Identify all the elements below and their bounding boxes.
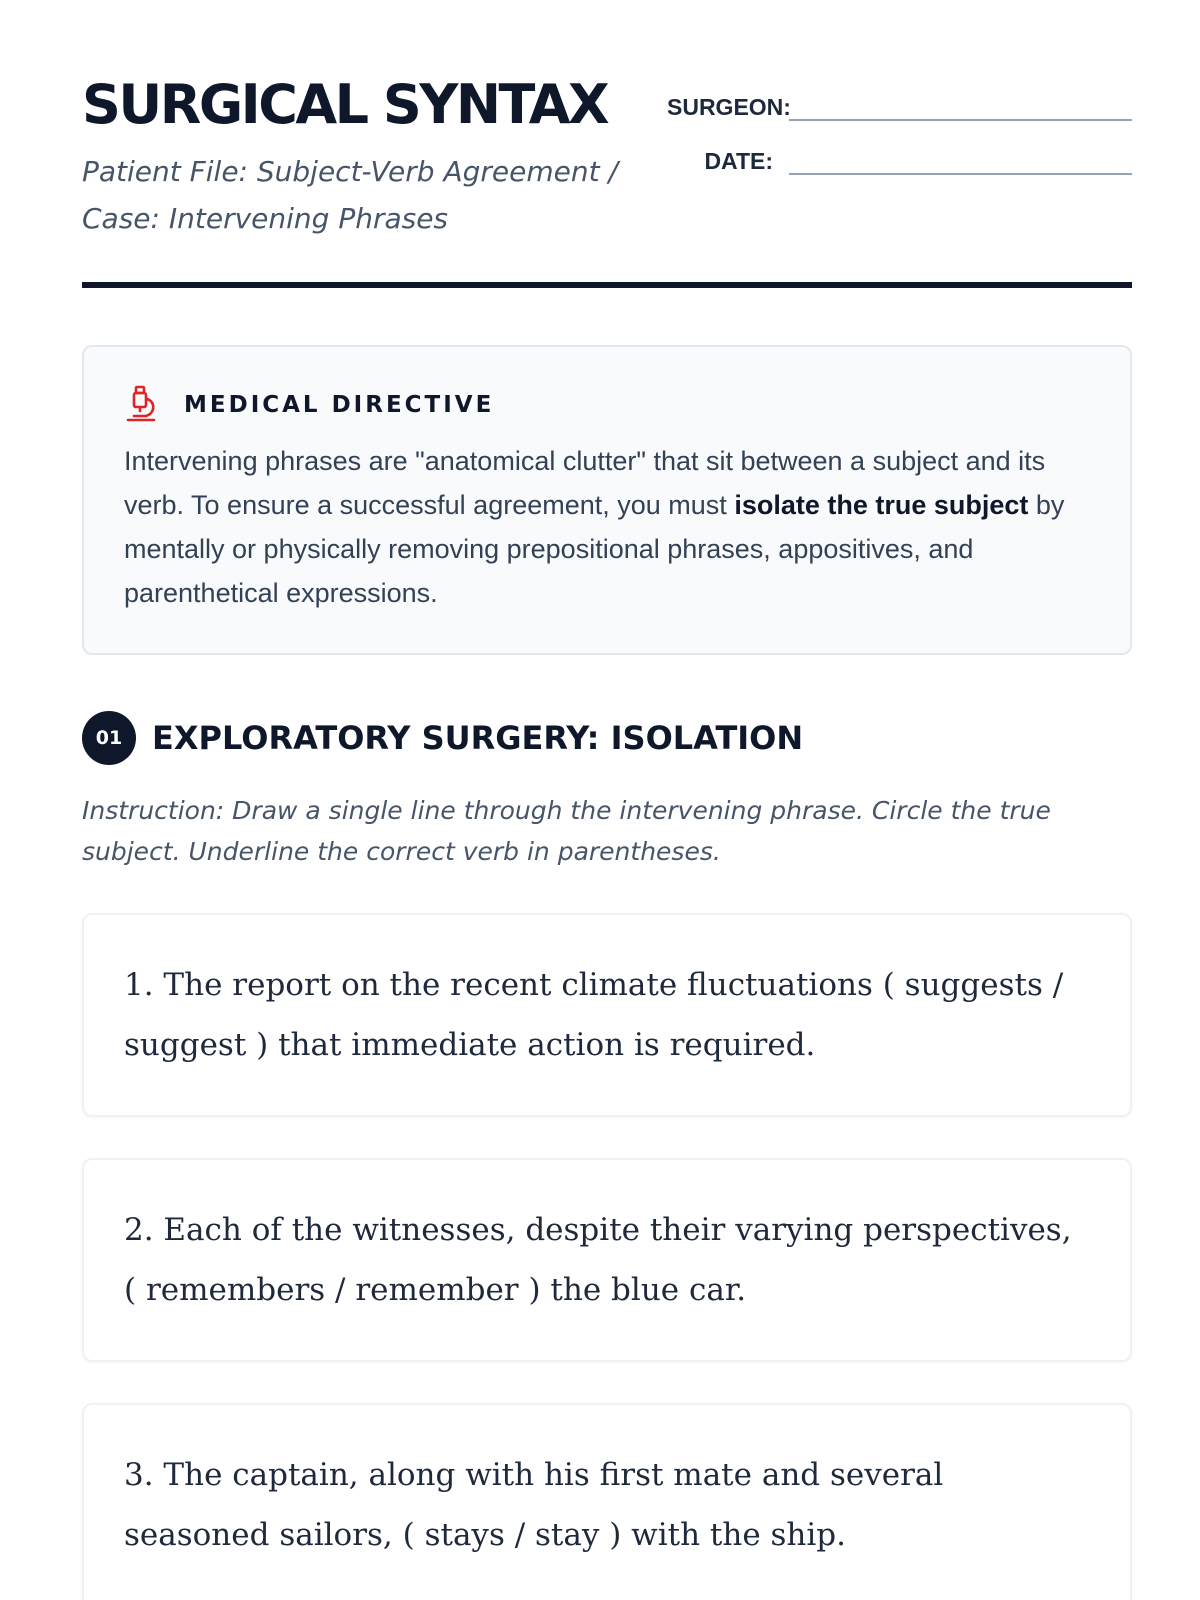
section-instruction: Instruction: Draw a single line through the intervening phrase. Circle the true subject. Underline the correct verb in parentheses. [82, 796, 1051, 866]
section-title: EXPLORATORY SURGERY: ISOLATION [152, 719, 804, 757]
exercise-card[interactable] [82, 1158, 1132, 1362]
header-divider [82, 282, 1132, 288]
page-subtitle: Patient File: Subject-Verb Agreement / Case: Intervening Phrases [82, 155, 618, 235]
exercise-sentence: 1. The report on the recent climate fluctuations ( suggests / suggest ) that immediate action is required. [124, 967, 1064, 1063]
section-heading [82, 710, 803, 766]
exercise-sentence: 2. Each of the witnesses, despite their varying perspectives, ( remembers / remember ) the blue car. [124, 1212, 1072, 1308]
section-number-badge: 01 [82, 711, 136, 765]
surgeon-field[interactable] [789, 97, 1132, 121]
directive-body [124, 439, 1090, 615]
exercise-sentence: 3. The captain, along with his first mate and several seasoned sailors, ( stays / stay ) with the ship. [124, 1457, 944, 1553]
directive-header [124, 385, 1090, 425]
directive-title: MEDICAL DIRECTIVE [184, 392, 495, 418]
directive-body-intro: Intervening phrases are "anatomical clutter" that sit between a subject and its verb. To ensure a successful agreement, you must [124, 446, 1046, 520]
worksheet-header [82, 0, 1132, 290]
date-field[interactable] [789, 151, 1132, 175]
meta-fields [667, 85, 1132, 193]
exercise-card[interactable] [82, 1403, 1132, 1600]
exercise-card[interactable] [82, 913, 1132, 1117]
worksheet-page [82, 0, 1132, 1553]
microscope-icon [124, 385, 160, 425]
date-label: DATE: [704, 148, 773, 174]
surgeon-label: SURGEON: [667, 94, 791, 120]
date-row [667, 139, 1132, 175]
page-title: SURGICAL SYNTAX [82, 73, 608, 136]
surgeon-row [667, 85, 1132, 121]
medical-directive-panel [82, 345, 1132, 655]
directive-body-emphasis: isolate the true subject [734, 490, 1029, 520]
directive-body-rest: by mentally or physically removing prepositional phrases, appositives, and parenthetical expressions. [124, 490, 1065, 608]
